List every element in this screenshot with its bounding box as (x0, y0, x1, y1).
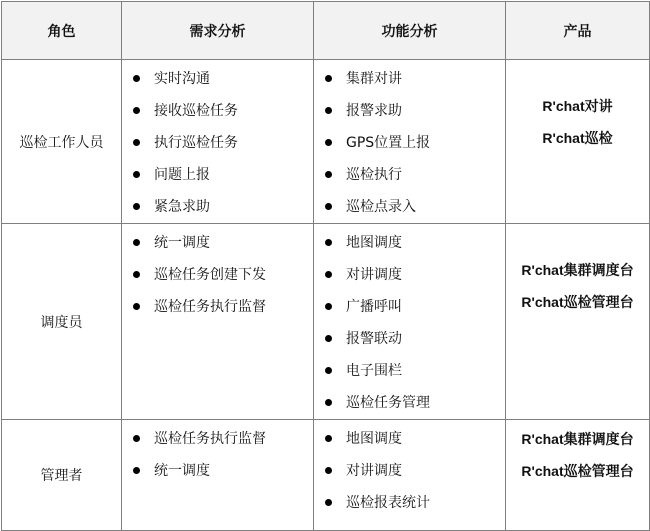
bullet-icon (325, 107, 332, 114)
product-name: R'chat巡检管理台 (521, 463, 634, 479)
role-cell: 管理者 (2, 420, 122, 531)
item-text: GPS位置上报 (346, 135, 431, 151)
product-name: R'chat对讲 (542, 98, 613, 114)
bullet-icon (325, 139, 332, 146)
list-item (122, 455, 313, 487)
list-item (314, 159, 505, 191)
list-item (122, 423, 313, 455)
item-text: 地图调度 (346, 235, 402, 251)
item-text: 巡检任务管理 (346, 395, 430, 411)
product-name: R'chat集群调度台 (521, 262, 634, 278)
requirements-cell (122, 420, 314, 531)
products-cell (506, 420, 650, 531)
header-role: 角色 (2, 2, 122, 60)
bullet-icon (133, 75, 140, 82)
list-item (122, 159, 313, 191)
bullet-icon (133, 107, 140, 114)
role-cell: 调度员 (2, 224, 122, 420)
item-text: 紧急求助 (154, 199, 210, 215)
bullet-icon (325, 239, 332, 246)
item-text: 巡检任务创建下发 (154, 267, 266, 283)
table-row (2, 224, 650, 420)
item-text: 电子围栏 (346, 363, 402, 379)
list-item (314, 387, 505, 419)
role-cell: 巡检工作人员 (2, 60, 122, 224)
product-name: R'chat巡检管理台 (521, 294, 634, 310)
bullet-icon (133, 467, 140, 474)
header-functions: 功能分析 (314, 2, 506, 60)
bullet-icon (325, 435, 332, 442)
header-row (2, 2, 650, 60)
bullet-icon (133, 203, 140, 210)
item-text: 广播呼叫 (346, 299, 402, 315)
item-text: 地图调度 (346, 431, 402, 447)
product-name: R'chat集群调度台 (521, 431, 634, 447)
item-text: 巡检任务执行监督 (154, 431, 266, 447)
requirements-cell (122, 60, 314, 224)
list-item (122, 63, 313, 95)
list-item (122, 95, 313, 127)
item-text: 执行巡检任务 (154, 135, 238, 151)
table-row (2, 60, 650, 224)
list-item (314, 423, 505, 455)
header-products: 产品 (506, 2, 650, 60)
list-item (314, 487, 505, 519)
requirements-table (1, 1, 650, 531)
item-text: 巡检报表统计 (346, 495, 430, 511)
list-item (122, 191, 313, 223)
requirements-cell (122, 224, 314, 420)
functions-cell (314, 224, 506, 420)
list-item (314, 63, 505, 95)
bullet-icon (325, 171, 332, 178)
item-text: 报警联动 (346, 331, 402, 347)
item-text: 实时沟通 (154, 71, 210, 87)
item-text: 巡检点录入 (346, 199, 416, 215)
list-item (314, 227, 505, 259)
product-name: R'chat巡检 (542, 130, 613, 146)
bullet-icon (325, 75, 332, 82)
item-text: 接收巡检任务 (154, 103, 238, 119)
list-item (314, 291, 505, 323)
list-item (314, 455, 505, 487)
bullet-icon (325, 203, 332, 210)
list-item (122, 227, 313, 259)
bullet-icon (133, 435, 140, 442)
item-text: 集群对讲 (346, 71, 402, 87)
item-text: 统一调度 (154, 235, 210, 251)
header-requirements: 需求分析 (122, 2, 314, 60)
item-text: 巡检任务执行监督 (154, 299, 266, 315)
list-item (314, 355, 505, 387)
bullet-icon (133, 271, 140, 278)
list-item (314, 95, 505, 127)
table-row (2, 420, 650, 531)
bullet-icon (133, 239, 140, 246)
list-item (314, 127, 505, 159)
item-text: 巡检执行 (346, 167, 402, 183)
bullet-icon (325, 367, 332, 374)
item-text: 问题上报 (154, 167, 210, 183)
item-text: 统一调度 (154, 463, 210, 479)
list-item (314, 191, 505, 223)
bullet-icon (325, 467, 332, 474)
item-text: 对讲调度 (346, 267, 402, 283)
list-item (314, 259, 505, 291)
bullet-icon (133, 303, 140, 310)
list-item (122, 259, 313, 291)
functions-cell (314, 420, 506, 531)
item-text: 报警求助 (346, 103, 402, 119)
bullet-icon (325, 303, 332, 310)
list-item (314, 323, 505, 355)
bullet-icon (325, 399, 332, 406)
functions-cell (314, 60, 506, 224)
bullet-icon (325, 271, 332, 278)
item-text: 对讲调度 (346, 463, 402, 479)
products-cell (506, 224, 650, 420)
bullet-icon (325, 499, 332, 506)
products-cell (506, 60, 650, 224)
list-item (122, 127, 313, 159)
bullet-icon (133, 171, 140, 178)
bullet-icon (133, 139, 140, 146)
bullet-icon (325, 335, 332, 342)
list-item (122, 291, 313, 323)
